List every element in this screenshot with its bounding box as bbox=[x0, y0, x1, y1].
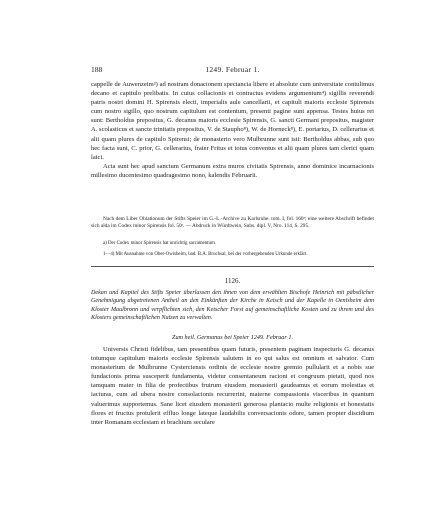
footnote-1-4: 1—4) Mit Ausnahme von Ober-Owisheim, bad. B.A. Bruchsal, bei der vorhergehenden Urkunde erklärt. bbox=[103, 252, 308, 257]
charter-1125-footnotes bbox=[91, 240, 374, 247]
page-header bbox=[91, 65, 374, 75]
section-divider bbox=[91, 266, 374, 267]
charter-1125-text bbox=[91, 80, 374, 180]
charter-1125-notes bbox=[91, 216, 374, 230]
page-number: 188 bbox=[91, 65, 103, 74]
charter-1125-paragraph-2: Acta sunt hec apud sanctum Germanum extra muros civitatis Spirensis, anno dominice incarnacionis millesimo ducentesimo quadragesimo nono, kalendis Februarii. bbox=[91, 162, 374, 179]
footnote-a: a) Der Codex minor Spirensis hat unrichtig sacramentum. bbox=[103, 241, 217, 246]
source-note: Nach dem Liber Oblationum der Stifts Speier im G.-L.-Archive zu Karlsruhe. tom. I, fol. 160ᵃ; eine weitere Abschrift befindet sich alda im Codex minor Spirensis fol. 50ᵃ. — Abdruck in Würdtwein, Subs. dipl. V, Nro. 114, S. 295. bbox=[91, 216, 374, 230]
charter-number: 1126. bbox=[224, 277, 241, 285]
charter-1125-paragraph-1: cappelle de Auwenzeim²) ad nostram donacionem spectancia libere et absolute cum universitate contulimus decano et capitulo prelibatis. In cuius collacionis et contractus evidens argumentum⁴) sigillis reverendi patris nostri domini H. Spirensis electi, imperialis aule cancellarii, et capituli maioris ecclesie Spirensis cum nostro sigillo, quo nostrum capitulum est contentum, presenti pagine sunt appensa. Testes huius rei sunt: Bertholdus prepositus, G. decanus maioris ecclesie Spirensis, G. sancti Germani prepositus, magister A. scolasticus et sancte trinitatis prepositus, V. de Staupho⁸), W. de Horneck⁸), E. portarius, D. cellerarius et alii quam plures de capitulo Spirensi; de monasterio vero Mulbrunne sunt isti: Bertholdus abbas, sub quo hec facta sunt, C. prior, G. cellerarius, frater Fritus et totus conventus et alii quam plures tam clerici quam laici. bbox=[91, 81, 374, 161]
charter-dating: Zum heil. Germanus bei Speier 1249. Februar 1. bbox=[172, 334, 293, 341]
charter-1125-footnotes-2 bbox=[91, 251, 374, 258]
charter-1126-paragraph: Universis Christi fidelibus, tam presentibus quam futuris, presentem paginam inspecturis G. decanus totumque capitulum maioris ecclesie Spirensis salutem in eo qui salus est omnium et salvator. Cum monasterium de Mulbrunne Cysterciensis ordinis de ecclesie nostre gremio pullularit et a nobis sue fundacionis prima susceperit fundamenta, videtur consentaneum racioni et congruum pietati, quod nos tamquam mater in filia de profectibus fruirum eiusdem monasterii gaudeamus et eorum molestias et iacturas, cum ad ubera nostre consolacionis recurrerint, materne compassionis visceribus in quantum valuerimus supportemus. Sane licet eiusdem monasterii generosa plantacio multe religionis et honestatis flores et fructus protulerit effluo longe lateque laudabilis conversacionis odore, tamen propter discidium inter Romanam ecclesiam et brachium seculare bbox=[91, 346, 374, 426]
running-title: 1249. Februar 1. bbox=[205, 65, 260, 74]
charter-regest: Dekan und Kapitel des Stifts Speier überlassen den ihnen von dem erwählten Bischofe Heinrich mit päbstlicher Genehmigung abgetretenen Antheil an den Einkünften der Kirche in Ketsch und der Kapelle in Oenisheim dem Kloster Maulbronn und verpflichten sich, den Ketscher Forst auf gemeinschaftliche Kosten und zu ihrem und des Klosters gemeinschaftlichen Nutzen zu verwalten. bbox=[91, 290, 374, 322]
charter-1126-text bbox=[91, 345, 374, 427]
